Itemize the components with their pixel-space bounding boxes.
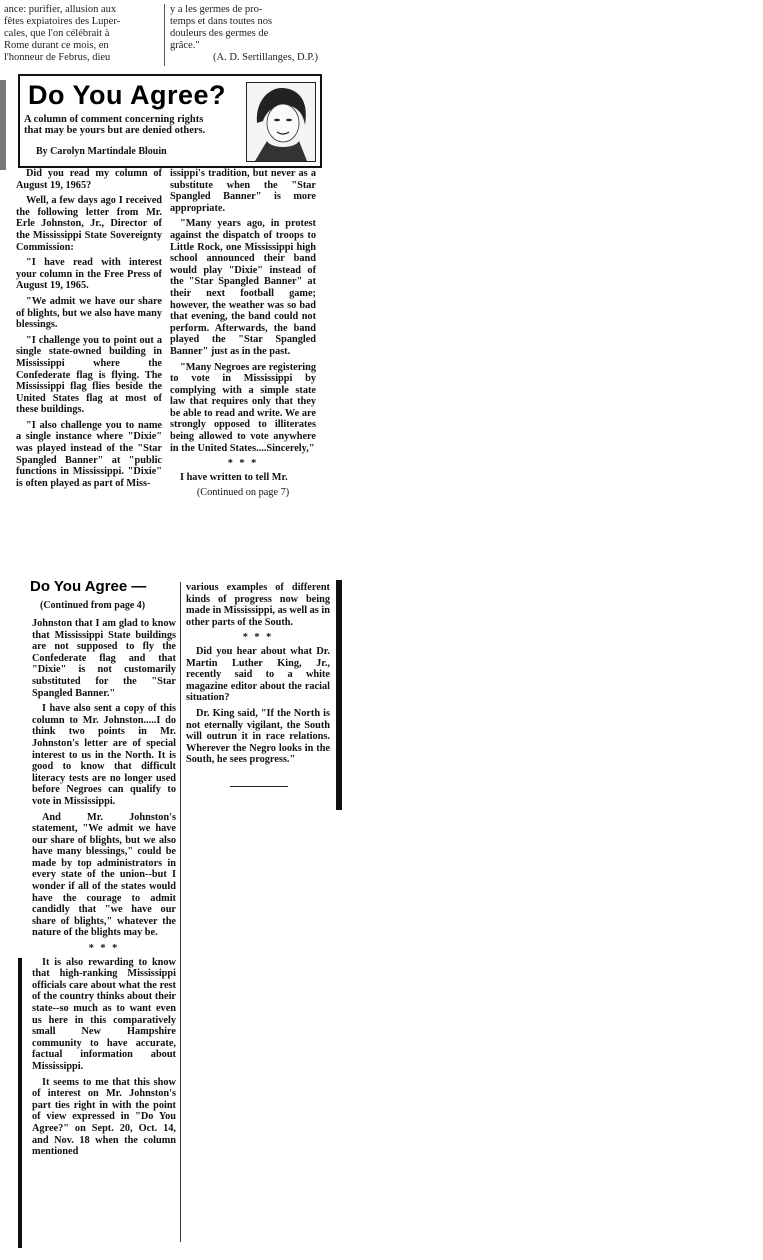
section-separator: * * * [227,458,259,470]
paragraph: issippi's tradition, but never as a substitute when the "Star Spangled Banner" is more appropriate. [170,168,316,214]
paragraph: Did you hear about what Dr. Martin Luther King, Jr., recently said to a white magazine editor about the racial situation? [186,645,330,704]
top-left-line: Rome durant ce mois, en [4,40,109,51]
continued-from-note: (Continued from page 4) [40,600,146,611]
top-left-line: cales, que l'on célébrait à [4,28,110,39]
portrait-image [247,83,315,161]
scan-edge-bar [18,958,22,1248]
paragraph: "I also challenge you to name a single instance where "Dixie" was played instead of the "Star Spangled Banner" at "public functions in Mississippi. "Dixie" is often played as part of Miss- [16,419,162,489]
paragraph: "We admit we have our share of blights, but we also have many blessings. [16,295,162,331]
section-separator: * * * [88,943,120,955]
paragraph: Did you read my column of August 19, 1965? [16,168,162,191]
top-fragment-left [4,4,162,64]
top-right-line: douleurs des germes de [170,28,269,39]
paragraph: I have written to tell Mr. [180,471,288,483]
column-header-box [18,74,322,168]
paragraph: "Many years ago, in protest against the dispatch of troops to Little Rock, one Mississippi high school announced their band would play "Dixie" instead of the "Star Spangled Banner" at their next football game; however, the weather was so bad that evening, the band could not perform. Afterwards, the band played the "Star Spangled Banner" just as in the past. [170,218,316,357]
paragraph: Well, a few days ago I received the following letter from Mr. Erle Johnston, Jr., Director of the Mississippi State Sovereignty Commission: [16,195,162,253]
column2-left-text [32,618,176,1162]
column1-right-text [170,168,316,501]
top-right-line: (A. D. Sertillanges, D.P.) [213,52,318,63]
top-left-line: ance: purifier, allusion aux [4,4,117,15]
top-fragment-divider [164,4,165,66]
scan-edge-mark [0,80,6,170]
paragraph: It seems to me that this show of interest on Mr. Johnston's part ties right in with the point of view expressed in "Do You Agree?" on Sept. 20, Oct. 14, and Nov. 18 when the column mentioned [32,1076,176,1158]
column-byline: By Carolyn Martindale Blouin [36,146,167,157]
column2-headline: Do You Agree — [30,578,147,595]
column2-right-text [186,582,330,770]
column-subhead: A column of comment concerning rights that may be yours but are denied others. [24,114,206,136]
top-left-line: fêtes expiatoires des Luper- [4,16,121,27]
column1-left-text [16,168,162,493]
right-edge-bar [336,580,342,810]
paragraph: Dr. King said, "If the North is not eternally vigilant, the South will outrun it in race relations. Wherever the Negro looks in the South, he sees progress." [186,707,330,766]
paragraph: It is also rewarding to know that high-ranking Mississippi officials care about what the rest of the country thinks about their state--so much as to want even us here in this comparatively small New Hampshire community to have accurate, factual information about Mississippi. [32,956,176,1072]
continued-note: (Continued on page 7) [196,487,290,499]
paragraph: And Mr. Johnston's statement, "We admit we have our share of blights, but we also have many blessings," could be made by top administrators in every state of the union--but I wonder if all of the states would have the courage to admit candidly that "we have our share of blights," whatever the nature of the blights may be. [32,811,176,939]
top-right-line: grâce." [170,40,200,51]
paragraph: I have also sent a copy of this column to Mr. Johnston.....I do think two points in Mr. Johnston's letter are of special interest to us in the North. It is good to know that difficult literacy tests are no longer used before Negroes can qualify to vote in Mississippi. [32,703,176,807]
paragraph: "I have read with interest your column in the Free Press of August 19, 1965. [16,257,162,292]
author-photo [246,82,316,162]
top-left-line: l'honneur de Februs, dieu [4,52,111,63]
column-headline: Do You Agree? [28,80,227,110]
section-separator: * * * [242,632,274,644]
paragraph: "Many Negroes are registering to vote in Mississippi by complying with a simple state law that requires only that they be able to read and write. We are strongly opposed to illiterates being allowed to vote anywhere in the United States....Sincerely," [170,361,316,454]
paragraph: Johnston that I am glad to know that Mississippi State buildings are not supposed to fly the Confederate flag and that "Dixie" is not customarily substituted for the "Star Spangled Banner." [32,618,176,699]
top-fragment-right [170,4,318,64]
top-right-line: y a les germes de pro- [170,4,263,15]
paragraph: "I challenge you to point out a single state-owned building in Mississippi where the Confederate flag is flying. The Mississippi flag flies beside the United States flag at most of these buildings. [16,334,162,416]
end-rule [230,786,288,787]
column2-divider [180,582,181,1242]
top-right-line: temps et dans toutes nos [170,16,273,27]
paragraph: various examples of different kinds of progress now being made in Mississippi, as well as in other parts of the South. [186,582,330,628]
